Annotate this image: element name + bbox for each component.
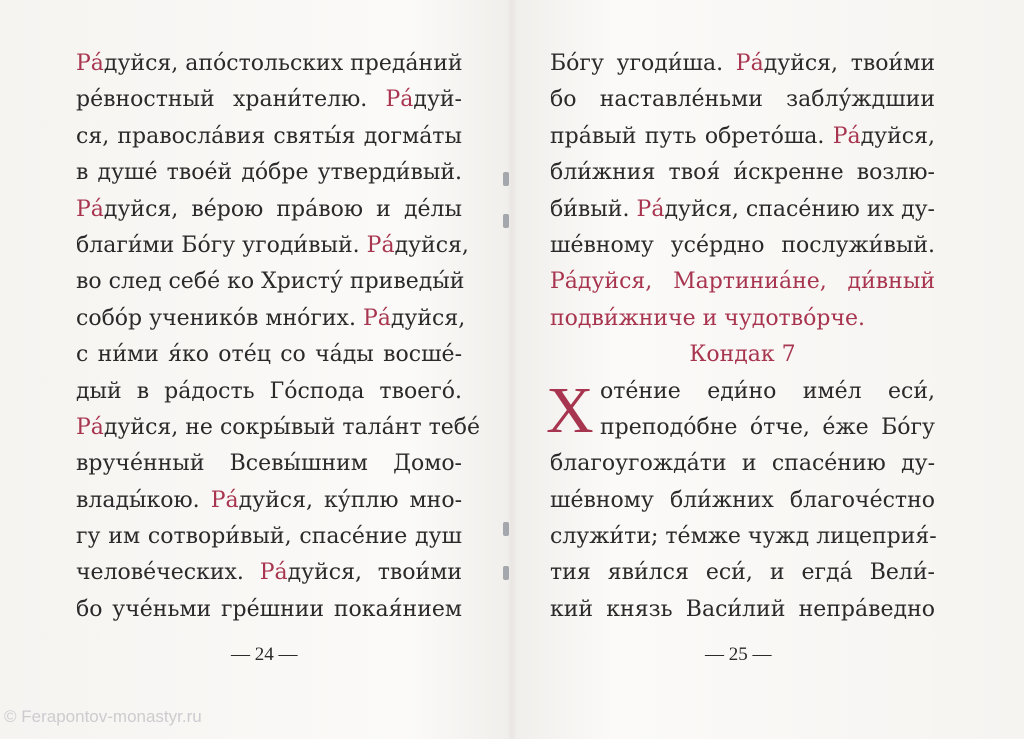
text-line: с ни́ми я́ко оте́ц со ча́ды восше́- [76, 342, 462, 368]
text-line: Ра́дуйся, апо́стольских преда́ний [76, 51, 463, 76]
text-line: Ра́дуйся, ве́рою пра́вою и де́лы [76, 196, 462, 222]
text-line: во след себе́ ко Христу́ приведы́й [76, 269, 465, 295]
text-line: влады́кою. Ра́дуйся, ку́плю мно- [76, 487, 462, 513]
kontakion-block [546, 373, 937, 629]
text-line: би́вый. Ра́дуйся, спасе́нию их ду- [550, 196, 935, 222]
text-line: вруче́нный Всевы́шним Домо- [76, 451, 462, 477]
text-line: благи́ми Бо́гу угоди́вый. Ра́дуйся, [76, 232, 469, 258]
binding-staple [503, 522, 509, 536]
page-number-right: — 25 — [705, 644, 772, 665]
binding-staple [503, 214, 509, 228]
left-page [76, 46, 481, 628]
text-line: служи́ти; те́мже чужд лицеприя́- [550, 524, 937, 550]
kontakion-heading: Кондак 7 [689, 342, 796, 368]
text-line: тия яви́лся еси́, и егда́ Вели́- [550, 560, 935, 586]
text-line: бо уче́ньми гре́шнии покая́нием [76, 596, 462, 622]
text-line: пра́вый путь обрето́ша. Ра́дуйся, [550, 123, 935, 149]
text-line: ре́вностный храни́телю. Ра́дуй- [76, 87, 462, 113]
binding-staple [503, 172, 509, 186]
page-number-left: — 24 — [231, 644, 298, 665]
watermark: © Ferapontov-monastyr.ru [4, 707, 202, 726]
text-line: Ра́дуйся, не сокры́вый тала́нт тебе́ [76, 414, 481, 440]
text-line: преподо́бне о́тче, е́же Бо́гу [600, 414, 935, 440]
text-line: оте́ние еди́но име́л еси́, [600, 378, 935, 404]
right-page [546, 46, 937, 628]
text-line: ше́вному бли́жних благоче́стно [550, 487, 935, 513]
text-line: ше́вному усе́рдно послужи́вый. [550, 232, 935, 258]
text-line: Бо́гу угоди́ша. Ра́дуйся, твои́ми [550, 51, 935, 76]
text-line: челове́ческих. Ра́дуйся, твои́ми [76, 560, 462, 586]
text-line: бли́жния твоя́ и́скренне возлю- [550, 160, 935, 186]
drop-initial: Х [546, 373, 594, 447]
text-line: дый в ра́дость Го́спода твоего́. [76, 378, 462, 404]
text-line: благоугожда́ти и спасе́нию ду- [550, 451, 935, 477]
closing-red-line: Ра́дуйся, Мартиниа́не, ди́вный [550, 269, 935, 295]
text-line: собо́р ученико́в мно́гих. Ра́дуйся, [76, 305, 466, 331]
text-line: кий князь Васи́лий непра́ведно [550, 596, 935, 622]
closing-red-line: подви́жниче и чудотво́рче. [550, 305, 866, 331]
text-line: бо наставле́ньми заблу́ждшии [550, 87, 935, 113]
binding-staple [503, 566, 509, 580]
text-line: гу им сотвори́вый, спасе́ние душ [76, 524, 462, 550]
text-line: в душе́ твое́й до́бре утверди́вый. [76, 160, 462, 186]
text-line: ся, правосла́вия святы́я догма́ты [76, 123, 462, 149]
